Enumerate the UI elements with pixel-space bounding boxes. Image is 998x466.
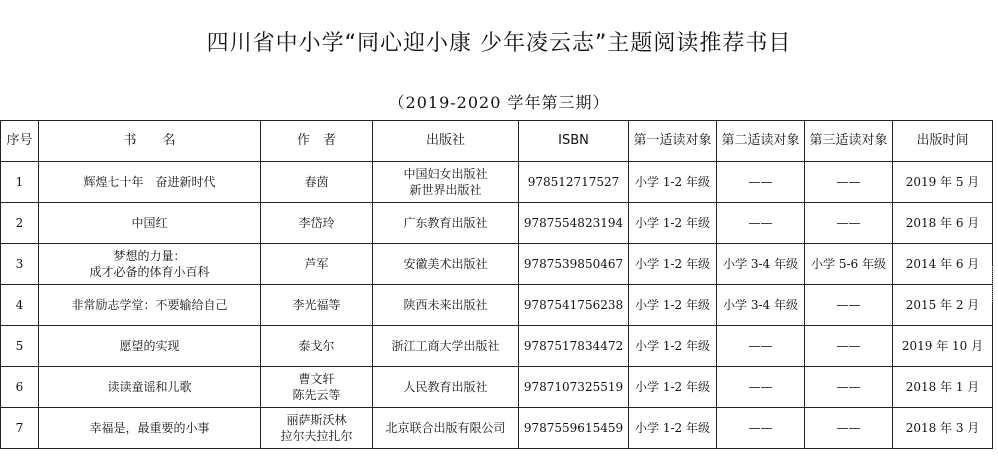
book-list-table <box>0 120 993 449</box>
cell-audience-3: —— <box>805 326 893 367</box>
cell-pub-date: 2015 年 2 月 <box>893 285 993 326</box>
header-audience-1: 第一适读对象 <box>629 121 717 162</box>
cell-publisher: 人民教育出版社 <box>373 367 519 408</box>
cell-author: 芦军 <box>261 244 373 285</box>
cell-title: 愿望的实现 <box>39 326 261 367</box>
table-row <box>1 326 993 367</box>
cell-isbn: 9787539850467 <box>519 244 629 285</box>
cell-author: 丽萨斯沃林 拉尔夫拉扎尔 <box>261 408 373 449</box>
header-isbn: ISBN <box>519 121 629 162</box>
cell-index: 2 <box>1 203 39 244</box>
cell-pub-date: 2018 年 1 月 <box>893 367 993 408</box>
cell-pub-date: 2014 年 6 月 <box>893 244 993 285</box>
cell-audience-3: —— <box>805 408 893 449</box>
table-row <box>1 408 993 449</box>
cell-isbn: 9787559615459 <box>519 408 629 449</box>
cell-isbn: 9787541756238 <box>519 285 629 326</box>
header-index: 序号 <box>1 121 39 162</box>
cell-audience-1: 小学 1-2 年级 <box>629 244 717 285</box>
cell-audience-2: 小学 3-4 年级 <box>717 244 805 285</box>
cell-index: 3 <box>1 244 39 285</box>
table-row <box>1 244 993 285</box>
cell-title: 读读童谣和儿歌 <box>39 367 261 408</box>
cell-isbn: 9787554823194 <box>519 203 629 244</box>
header-publisher: 出版社 <box>373 121 519 162</box>
cell-author: 泰戈尔 <box>261 326 373 367</box>
table-row <box>1 203 993 244</box>
page-edge-mark <box>992 266 998 302</box>
page-title: 四川省中小学“同心迎小康 少年凌云志”主题阅读推荐书目 <box>206 31 792 56</box>
cell-pub-date: 2018 年 3 月 <box>893 408 993 449</box>
cell-publisher: 安徽美术出版社 <box>373 244 519 285</box>
cell-audience-1: 小学 1-2 年级 <box>629 162 717 203</box>
cell-audience-1: 小学 1-2 年级 <box>629 367 717 408</box>
cell-isbn: 9787517834472 <box>519 326 629 367</box>
cell-publisher: 中国妇女出版社 新世界出版社 <box>373 162 519 203</box>
cell-audience-3: —— <box>805 203 893 244</box>
cell-index: 1 <box>1 162 39 203</box>
cell-audience-3: —— <box>805 367 893 408</box>
cell-index: 4 <box>1 285 39 326</box>
cell-publisher: 北京联合出版有限公司 <box>373 408 519 449</box>
cell-isbn: 978512717527 <box>519 162 629 203</box>
cell-index: 7 <box>1 408 39 449</box>
cell-title: 辉煌七十年 奋进新时代 <box>39 162 261 203</box>
table-row <box>1 162 993 203</box>
cell-audience-1: 小学 1-2 年级 <box>629 326 717 367</box>
cell-audience-3: 小学 5-6 年级 <box>805 244 893 285</box>
cell-author: 春茵 <box>261 162 373 203</box>
cell-audience-2: —— <box>717 367 805 408</box>
header-audience-2: 第二适读对象 <box>717 121 805 162</box>
cell-title: 非常励志学堂：不要输给自己 <box>39 285 261 326</box>
cell-audience-1: 小学 1-2 年级 <box>629 203 717 244</box>
cell-author: 李光福等 <box>261 285 373 326</box>
cell-audience-1: 小学 1-2 年级 <box>629 408 717 449</box>
cell-title: 中国红 <box>39 203 261 244</box>
table-header-row <box>1 121 993 162</box>
cell-title: 幸福是，最重要的小事 <box>39 408 261 449</box>
header-author: 作 者 <box>261 121 373 162</box>
cell-pub-date: 2019 年 5 月 <box>893 162 993 203</box>
header-pub-date: 出版时间 <box>893 121 993 162</box>
cell-audience-3: —— <box>805 285 893 326</box>
cell-publisher: 陕西未来出版社 <box>373 285 519 326</box>
cell-audience-2: —— <box>717 326 805 367</box>
header-title: 书 名 <box>39 121 261 162</box>
cell-isbn: 9787107325519 <box>519 367 629 408</box>
cell-publisher: 广东教育出版社 <box>373 203 519 244</box>
cell-pub-date: 2018 年 6 月 <box>893 203 993 244</box>
cell-audience-2: —— <box>717 203 805 244</box>
cell-publisher: 浙江工商大学出版社 <box>373 326 519 367</box>
cell-audience-3: —— <box>805 162 893 203</box>
table-row <box>1 285 993 326</box>
cell-audience-2: —— <box>717 408 805 449</box>
cell-author: 李岱玲 <box>261 203 373 244</box>
cell-title: 梦想的力量： 成才必备的体育小百科 <box>39 244 261 285</box>
cell-audience-1: 小学 1-2 年级 <box>629 285 717 326</box>
cell-index: 6 <box>1 367 39 408</box>
cell-author: 曹文轩 陈先云等 <box>261 367 373 408</box>
table-row <box>1 367 993 408</box>
page-subtitle: （2019-2020 学年第三期） <box>388 93 610 112</box>
cell-audience-2: 小学 3-4 年级 <box>717 285 805 326</box>
cell-pub-date: 2019 年 10 月 <box>893 326 993 367</box>
header-audience-3: 第三适读对象 <box>805 121 893 162</box>
cell-index: 5 <box>1 326 39 367</box>
cell-audience-2: —— <box>717 162 805 203</box>
